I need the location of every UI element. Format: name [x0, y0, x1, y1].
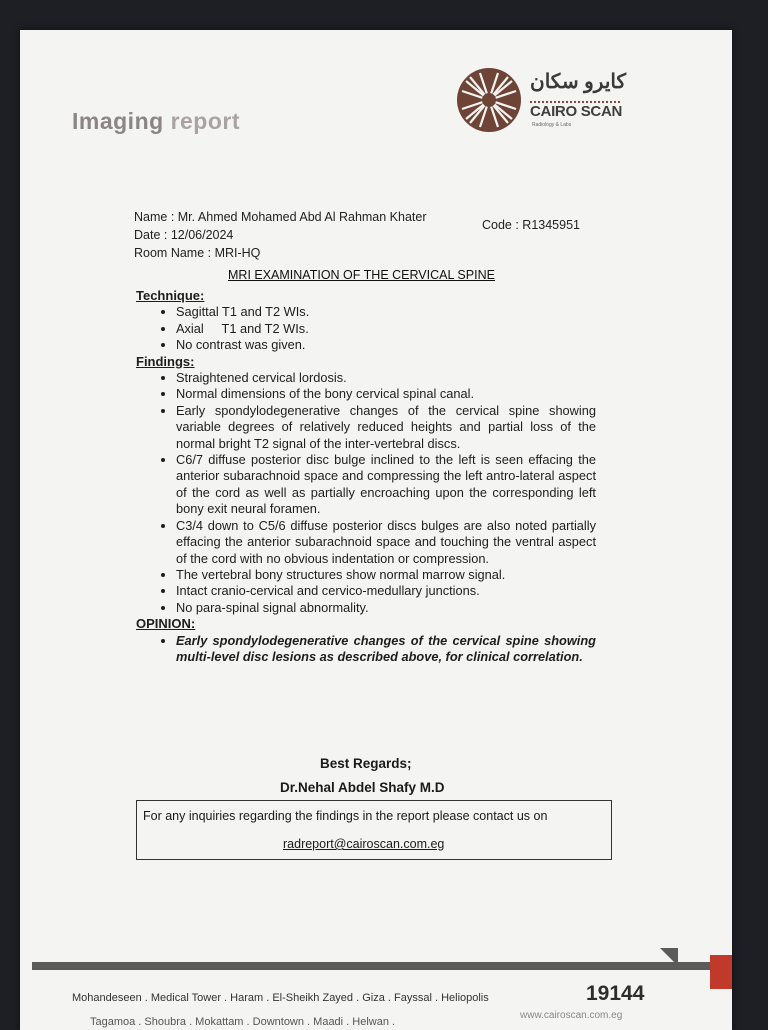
logo-brand-name: CAIRO SCAN: [530, 103, 623, 120]
hotline-number: 19144: [586, 982, 645, 1005]
contact-email-link[interactable]: radreport@cairoscan.com.eg: [283, 837, 445, 851]
list-item: • The vertebral bony structures show normal marrow signal.: [176, 567, 596, 583]
list-item: • Early spondylodegenerative changes of the cervical spine showing variable degrees of relatively reduced heights and partial loss of the normal bright T2 signal of the inter-vertebral discs.: [176, 403, 596, 452]
title-word-report: report: [170, 108, 241, 134]
footer-divider: [32, 962, 732, 970]
logo-arabic-subtitle: [530, 93, 620, 103]
logo-arabic-name: كايرو سكان: [530, 71, 627, 93]
list-item: • Early spondylodegenerative changes of the cervical spine showing multi-level disc lesions as described above, for clinical correlation.: [176, 633, 596, 666]
contact-box: [136, 800, 612, 860]
room-name: Room Name : MRI-HQ: [134, 246, 261, 260]
list-item: • Intact cranio-cervical and cervico-medullary junctions.: [176, 583, 596, 599]
list-item: • C6/7 diffuse posterior disc bulge inclined to the left is seen effacing the anterior subarachnoid space and compressing the left antro-lateral aspect of the cord as well as partially encroaching upon the corresponding left bony exit neural foramen.: [176, 452, 596, 518]
list-item: • No contrast was given.: [176, 337, 596, 353]
contact-text: For any inquiries regarding the findings in the report please contact us on: [143, 809, 548, 823]
list-item: • No para-spinal signal abnormality.: [176, 600, 596, 616]
footer-website: www.cairoscan.com.eg: [520, 1010, 623, 1021]
page-title: [72, 108, 240, 135]
list-item: • Normal dimensions of the bony cervical spinal canal.: [176, 386, 596, 402]
list-item: • C3/4 down to C5/6 diffuse posterior discs bulges are also noted partially effacing the anterior subarachnoid space and touching the ventral aspect of the cord with no obvious indentation or compression.: [176, 518, 596, 567]
technique-heading: Technique:: [136, 288, 205, 303]
regards-text: Best Regards;: [320, 756, 412, 771]
report-code: Code : R1345951: [482, 218, 580, 232]
list-item: • Axial T1 and T2 WIs.: [176, 321, 596, 337]
opinion-list: [136, 633, 596, 666]
patient-info: [134, 208, 427, 262]
logo-tagline: Radiology & Labs: [532, 122, 572, 128]
footer-branches-2: Tagamoa . Shoubra . Mokattam . Downtown . Maadi . Helwan .: [90, 1016, 396, 1028]
exam-title: MRI EXAMINATION OF THE CERVICAL SPINE: [228, 268, 495, 282]
footer-branches: Mohandeseen . Medical Tower . Haram . El-Sheikh Zayed . Giza . Fayssal . Heliopolis: [72, 992, 489, 1004]
technique-list: [136, 304, 596, 353]
list-item: • Straightened cervical lordosis.: [176, 370, 596, 386]
patient-name: Name : Mr. Ahmed Mohamed Abd Al Rahman Khater: [134, 210, 427, 224]
list-item: • Sagittal T1 and T2 WIs.: [176, 304, 596, 320]
red-edge-tab: [710, 955, 732, 989]
report-body: [136, 288, 596, 665]
findings-heading: Findings:: [136, 353, 195, 369]
cairo-scan-logo: [456, 67, 676, 137]
report-page: [20, 30, 732, 1030]
findings-list: [136, 370, 596, 616]
title-word-imaging: Imaging: [72, 108, 164, 134]
doctor-name: Dr.Nehal Abdel Shafy M.D: [280, 780, 445, 795]
opinion-heading: OPINION:: [136, 616, 196, 632]
logo-mark-icon: [456, 67, 522, 133]
exam-date: Date : 12/06/2024: [134, 228, 234, 242]
